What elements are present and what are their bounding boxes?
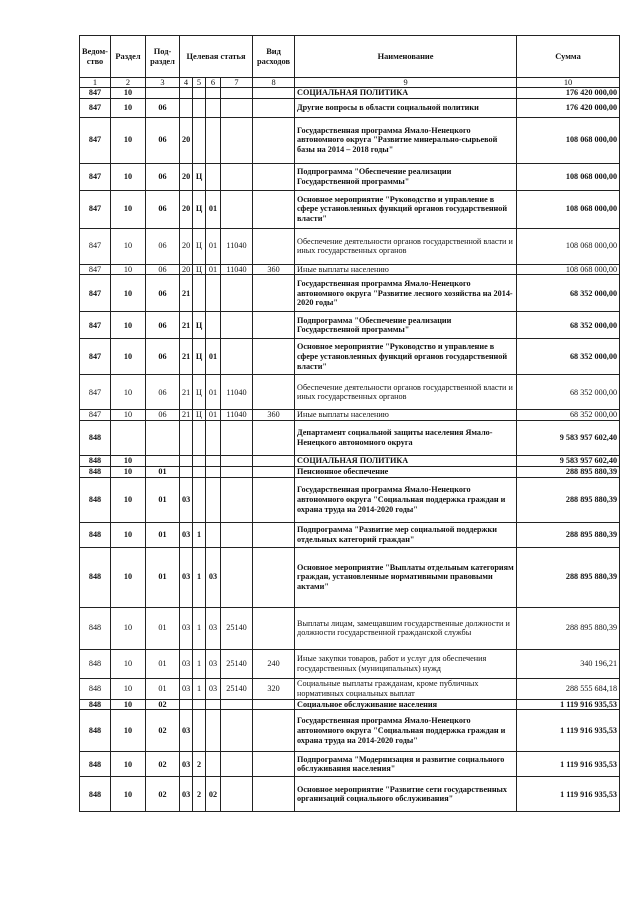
cs-event-cell (206, 421, 221, 456)
cs-sub-cell (193, 710, 206, 752)
cs-code-cell (221, 699, 253, 710)
cs-event-cell (206, 312, 221, 339)
table-row (80, 649, 620, 678)
razdel-cell: 10 (111, 117, 146, 163)
podrazdel-cell: 06 (146, 410, 180, 421)
expense-type-cell (253, 547, 295, 607)
cs-prog-cell: 20 (180, 190, 193, 228)
cs-sub-cell (193, 467, 206, 478)
podrazdel-cell: 06 (146, 264, 180, 275)
cs-sub-cell: Ц (193, 410, 206, 421)
table-row (80, 264, 620, 275)
sum-cell: 108 068 000,00 (517, 264, 620, 275)
cs-code-cell (221, 163, 253, 190)
cs-sub-cell (193, 98, 206, 117)
ved-cell: 848 (80, 421, 111, 456)
table-row (80, 777, 620, 812)
sum-cell: 68 352 000,00 (517, 275, 620, 312)
cs-code-cell: 25140 (221, 649, 253, 678)
expense-type-cell (253, 421, 295, 456)
sum-cell: 68 352 000,00 (517, 312, 620, 339)
cs-code-cell (221, 777, 253, 812)
cs-sub-cell (193, 699, 206, 710)
ved-cell: 848 (80, 456, 111, 467)
expense-type-cell (253, 752, 295, 777)
razdel-cell: 10 (111, 649, 146, 678)
expense-type-cell: 360 (253, 410, 295, 421)
name-cell: Основное мероприятие "Руководство и управление в сфере установленных функций органов государственной власти" (295, 190, 517, 228)
razdel-cell: 10 (111, 88, 146, 99)
cs-code-cell (221, 477, 253, 522)
expense-type-cell (253, 339, 295, 375)
razdel-cell: 10 (111, 163, 146, 190)
ved-cell: 847 (80, 410, 111, 421)
name-cell: Выплаты лицам, замещавшим государственные должности и должности государственной гражданской службы (295, 607, 517, 649)
expense-type-cell (253, 228, 295, 264)
expense-type-cell (253, 699, 295, 710)
cs-sub-cell (193, 275, 206, 312)
table-row (80, 607, 620, 649)
cs-code-cell (221, 339, 253, 375)
cs-prog-cell: 20 (180, 163, 193, 190)
sum-cell: 288 895 880,39 (517, 467, 620, 478)
cs-prog-cell (180, 421, 193, 456)
ved-cell: 848 (80, 678, 111, 699)
cs-prog-cell: 03 (180, 710, 193, 752)
ved-cell: 847 (80, 275, 111, 312)
cs-event-cell: 01 (206, 375, 221, 410)
cs-prog-cell: 21 (180, 339, 193, 375)
header-ved: Ведом-ство (80, 36, 111, 78)
cs-code-cell (221, 710, 253, 752)
table-row (80, 98, 620, 117)
name-cell: Социальное обслуживание населения (295, 699, 517, 710)
cs-sub-cell: Ц (193, 163, 206, 190)
podrazdel-cell: 06 (146, 190, 180, 228)
podrazdel-cell: 06 (146, 275, 180, 312)
cs-prog-cell (180, 456, 193, 467)
razdel-cell: 10 (111, 275, 146, 312)
cs-code-cell: 11040 (221, 375, 253, 410)
table-row (80, 228, 620, 264)
name-cell: Государственная программа Ямало-Ненецкого автономного округа "Социальная поддержка граждан и охрана труда на 2014-2020 годы" (295, 477, 517, 522)
sum-cell: 288 895 880,39 (517, 607, 620, 649)
name-cell: Подпрограмма "Модернизация и развитие социального обслуживания населения" (295, 752, 517, 777)
podrazdel-cell: 02 (146, 777, 180, 812)
cs-event-cell: 01 (206, 339, 221, 375)
table-row (80, 275, 620, 312)
podrazdel-cell (146, 88, 180, 99)
table-row (80, 456, 620, 467)
razdel-cell: 10 (111, 710, 146, 752)
ved-cell: 847 (80, 190, 111, 228)
table-row (80, 699, 620, 710)
cs-event-cell (206, 275, 221, 312)
expense-type-cell (253, 312, 295, 339)
ved-cell: 847 (80, 98, 111, 117)
sum-cell: 108 068 000,00 (517, 190, 620, 228)
cs-code-cell: 25140 (221, 607, 253, 649)
col-number: 2 (111, 78, 146, 88)
name-cell: Иные закупки товаров, работ и услуг для обеспечения государственных (муниципальных) нужд (295, 649, 517, 678)
razdel-cell: 10 (111, 522, 146, 547)
sum-cell: 68 352 000,00 (517, 410, 620, 421)
cs-prog-cell: 21 (180, 275, 193, 312)
cs-code-cell (221, 752, 253, 777)
name-cell: Пенсионное обеспечение (295, 467, 517, 478)
table-row (80, 117, 620, 163)
cs-prog-cell: 03 (180, 777, 193, 812)
razdel-cell: 10 (111, 190, 146, 228)
sum-cell: 1 119 916 935,53 (517, 752, 620, 777)
table-row (80, 163, 620, 190)
sum-cell: 108 068 000,00 (517, 117, 620, 163)
cs-sub-cell: 2 (193, 777, 206, 812)
cs-prog-cell (180, 98, 193, 117)
razdel-cell: 10 (111, 678, 146, 699)
header-name: Наименование (295, 36, 517, 78)
cs-code-cell (221, 456, 253, 467)
cs-code-cell (221, 312, 253, 339)
razdel-cell: 10 (111, 98, 146, 117)
cs-code-cell (221, 547, 253, 607)
ved-cell: 848 (80, 710, 111, 752)
cs-event-cell: 01 (206, 410, 221, 421)
razdel-cell: 10 (111, 264, 146, 275)
razdel-cell: 10 (111, 456, 146, 467)
table-row (80, 410, 620, 421)
cs-prog-cell (180, 88, 193, 99)
name-cell: Основное мероприятие "Выплаты отдельным категориям граждан, установленные нормативными правовыми актами" (295, 547, 517, 607)
cs-prog-cell: 03 (180, 547, 193, 607)
cs-sub-cell (193, 117, 206, 163)
name-cell: Другие вопросы в области социальной политики (295, 98, 517, 117)
name-cell: Подпрограмма "Обеспечение реализации Государственной программы" (295, 312, 517, 339)
podrazdel-cell: 06 (146, 98, 180, 117)
podrazdel-cell: 06 (146, 163, 180, 190)
ved-cell: 847 (80, 228, 111, 264)
razdel-cell: 10 (111, 547, 146, 607)
name-cell: СОЦИАЛЬНАЯ ПОЛИТИКА (295, 456, 517, 467)
cs-event-cell: 02 (206, 777, 221, 812)
razdel-cell (111, 421, 146, 456)
sum-cell: 1 119 916 935,53 (517, 777, 620, 812)
cs-sub-cell: 2 (193, 752, 206, 777)
cs-code-cell (221, 522, 253, 547)
cs-code-cell: 25140 (221, 678, 253, 699)
table-row (80, 678, 620, 699)
cs-event-cell (206, 88, 221, 99)
ved-cell: 847 (80, 339, 111, 375)
cs-sub-cell: Ц (193, 190, 206, 228)
expense-type-cell (253, 190, 295, 228)
name-cell: Основное мероприятие "Развитие сети государственных организаций социального обслуживания" (295, 777, 517, 812)
cs-sub-cell: 1 (193, 678, 206, 699)
col-number: 6 (206, 78, 221, 88)
podrazdel-cell: 02 (146, 699, 180, 710)
cs-sub-cell: Ц (193, 264, 206, 275)
expense-type-cell (253, 607, 295, 649)
expense-type-cell (253, 88, 295, 99)
cs-prog-cell (180, 699, 193, 710)
cs-event-cell (206, 522, 221, 547)
ved-cell: 847 (80, 88, 111, 99)
name-cell: Обеспечение деятельности органов государственной власти и иных государственных органов (295, 375, 517, 410)
cs-event-cell (206, 163, 221, 190)
cs-sub-cell (193, 456, 206, 467)
cs-code-cell (221, 467, 253, 478)
cs-event-cell: 03 (206, 607, 221, 649)
cs-code-cell (221, 275, 253, 312)
podrazdel-cell: 01 (146, 522, 180, 547)
table-row (80, 375, 620, 410)
razdel-cell: 10 (111, 699, 146, 710)
expense-type-cell (253, 456, 295, 467)
podrazdel-cell: 06 (146, 339, 180, 375)
cs-code-cell (221, 88, 253, 99)
ved-cell: 848 (80, 522, 111, 547)
ved-cell: 848 (80, 547, 111, 607)
cs-prog-cell: 03 (180, 649, 193, 678)
sum-cell: 288 895 880,39 (517, 477, 620, 522)
name-cell: Государственная программа Ямало-Ненецкого автономного округа "Развитие лесного хозяйства на 2014-2020 годы" (295, 275, 517, 312)
expense-type-cell (253, 117, 295, 163)
expense-type-cell: 360 (253, 264, 295, 275)
table-row (80, 522, 620, 547)
podrazdel-cell: 01 (146, 467, 180, 478)
ved-cell: 847 (80, 312, 111, 339)
col-number: 4 (180, 78, 193, 88)
razdel-cell: 10 (111, 312, 146, 339)
cs-prog-cell: 20 (180, 117, 193, 163)
budget-table (79, 35, 620, 812)
cs-event-cell: 01 (206, 264, 221, 275)
table-row (80, 467, 620, 478)
sum-cell: 108 068 000,00 (517, 228, 620, 264)
cs-prog-cell: 03 (180, 607, 193, 649)
sum-cell: 1 119 916 935,53 (517, 710, 620, 752)
razdel-cell: 10 (111, 607, 146, 649)
podrazdel-cell: 01 (146, 607, 180, 649)
podrazdel-cell: 02 (146, 752, 180, 777)
ved-cell: 848 (80, 777, 111, 812)
table-row (80, 339, 620, 375)
cs-event-cell: 01 (206, 190, 221, 228)
ved-cell: 847 (80, 117, 111, 163)
cs-sub-cell: Ц (193, 375, 206, 410)
razdel-cell: 10 (111, 375, 146, 410)
cs-event-cell: 01 (206, 228, 221, 264)
cs-prog-cell: 21 (180, 312, 193, 339)
header-sum: Сумма (517, 36, 620, 78)
cs-event-cell (206, 456, 221, 467)
name-cell: Департамент социальной защиты населения Ямало-Ненецкого автономного округа (295, 421, 517, 456)
cs-prog-cell: 03 (180, 477, 193, 522)
cs-sub-cell: Ц (193, 312, 206, 339)
ved-cell: 847 (80, 264, 111, 275)
table-row (80, 312, 620, 339)
podrazdel-cell: 06 (146, 228, 180, 264)
expense-type-cell (253, 710, 295, 752)
table-row (80, 710, 620, 752)
podrazdel-cell: 01 (146, 477, 180, 522)
cs-prog-cell: 03 (180, 522, 193, 547)
podrazdel-cell: 06 (146, 312, 180, 339)
cs-sub-cell: 1 (193, 607, 206, 649)
header-podrazdel: Под-раздел (146, 36, 180, 78)
expense-type-cell (253, 163, 295, 190)
razdel-cell: 10 (111, 228, 146, 264)
razdel-cell: 10 (111, 752, 146, 777)
cs-event-cell (206, 752, 221, 777)
sum-cell: 176 420 000,00 (517, 98, 620, 117)
sum-cell: 176 420 000,00 (517, 88, 620, 99)
cs-code-cell: 11040 (221, 228, 253, 264)
sum-cell: 68 352 000,00 (517, 375, 620, 410)
table-row (80, 547, 620, 607)
cs-code-cell (221, 190, 253, 228)
cs-code-cell: 11040 (221, 410, 253, 421)
name-cell: Государственная программа Ямало-Ненецкого автономного округа "Социальная поддержка граждан и охрана труда на 2014-2020 годы" (295, 710, 517, 752)
cs-code-cell (221, 117, 253, 163)
cs-sub-cell: Ц (193, 339, 206, 375)
name-cell: Государственная программа Ямало-Ненецкого автономного округа "Развитие минерально-сырьевой базы на 2014 – 2018 годы" (295, 117, 517, 163)
col-number: 8 (253, 78, 295, 88)
expense-type-cell (253, 275, 295, 312)
cs-prog-cell: 21 (180, 375, 193, 410)
cs-code-cell (221, 98, 253, 117)
cs-prog-cell: 21 (180, 410, 193, 421)
cs-event-cell (206, 710, 221, 752)
table-row (80, 88, 620, 99)
cs-event-cell: 03 (206, 649, 221, 678)
razdel-cell: 10 (111, 777, 146, 812)
razdel-cell: 10 (111, 410, 146, 421)
col-number: 10 (517, 78, 620, 88)
cs-code-cell: 11040 (221, 264, 253, 275)
col-number: 9 (295, 78, 517, 88)
table-row (80, 477, 620, 522)
podrazdel-cell: 01 (146, 547, 180, 607)
expense-type-cell (253, 522, 295, 547)
cs-event-cell (206, 699, 221, 710)
podrazdel-cell: 02 (146, 710, 180, 752)
podrazdel-cell (146, 421, 180, 456)
sum-cell: 288 895 880,39 (517, 522, 620, 547)
cs-event-cell (206, 477, 221, 522)
podrazdel-cell: 01 (146, 649, 180, 678)
expense-type-cell (253, 98, 295, 117)
ved-cell: 848 (80, 649, 111, 678)
cs-sub-cell: 1 (193, 547, 206, 607)
cs-sub-cell: Ц (193, 228, 206, 264)
ved-cell: 848 (80, 699, 111, 710)
podrazdel-cell (146, 456, 180, 467)
header-expense-type: Вид расходов (253, 36, 295, 78)
ved-cell: 848 (80, 477, 111, 522)
cs-prog-cell: 20 (180, 264, 193, 275)
razdel-cell: 10 (111, 477, 146, 522)
cs-sub-cell (193, 477, 206, 522)
name-cell: Иные выплаты населению (295, 264, 517, 275)
sum-cell: 288 555 684,18 (517, 678, 620, 699)
name-cell: Подпрограмма "Развитие мер социальной поддержки отдельных категорий граждан" (295, 522, 517, 547)
cs-sub-cell: 1 (193, 649, 206, 678)
header-razdel: Раздел (111, 36, 146, 78)
expense-type-cell: 320 (253, 678, 295, 699)
cs-event-cell (206, 98, 221, 117)
cs-sub-cell: 1 (193, 522, 206, 547)
cs-prog-cell: 03 (180, 752, 193, 777)
col-number: 1 (80, 78, 111, 88)
table-row (80, 752, 620, 777)
cs-prog-cell: 20 (180, 228, 193, 264)
expense-type-cell (253, 777, 295, 812)
razdel-cell: 10 (111, 467, 146, 478)
cs-sub-cell (193, 421, 206, 456)
expense-type-cell (253, 467, 295, 478)
podrazdel-cell: 01 (146, 678, 180, 699)
name-cell: Обеспечение деятельности органов государственной власти и иных государственных органов (295, 228, 517, 264)
podrazdel-cell: 06 (146, 375, 180, 410)
name-cell: Социальные выплаты гражданам, кроме публичных нормативных социальных выплат (295, 678, 517, 699)
cs-event-cell: 03 (206, 547, 221, 607)
cs-event-cell: 03 (206, 678, 221, 699)
sum-cell: 1 119 916 935,53 (517, 699, 620, 710)
expense-type-cell (253, 375, 295, 410)
cs-prog-cell (180, 467, 193, 478)
cs-sub-cell (193, 88, 206, 99)
col-number: 7 (221, 78, 253, 88)
ved-cell: 848 (80, 607, 111, 649)
sum-cell: 9 583 957 602,40 (517, 421, 620, 456)
razdel-cell: 10 (111, 339, 146, 375)
podrazdel-cell: 06 (146, 117, 180, 163)
ved-cell: 848 (80, 752, 111, 777)
table-row (80, 421, 620, 456)
ved-cell: 847 (80, 375, 111, 410)
expense-type-cell: 240 (253, 649, 295, 678)
sum-cell: 340 196,21 (517, 649, 620, 678)
name-cell: СОЦИАЛЬНАЯ ПОЛИТИКА (295, 88, 517, 99)
name-cell: Иные выплаты населению (295, 410, 517, 421)
col-number: 5 (193, 78, 206, 88)
name-cell: Подпрограмма "Обеспечение реализации Государственной программы" (295, 163, 517, 190)
sum-cell: 108 068 000,00 (517, 163, 620, 190)
col-number: 3 (146, 78, 180, 88)
table-body (80, 88, 620, 812)
expense-type-cell (253, 477, 295, 522)
ved-cell: 848 (80, 467, 111, 478)
table-row (80, 190, 620, 228)
cs-prog-cell: 03 (180, 678, 193, 699)
sum-cell: 9 583 957 602,40 (517, 456, 620, 467)
sum-cell: 288 895 880,39 (517, 547, 620, 607)
header-target-article: Целевая статья (180, 36, 253, 78)
cs-event-cell (206, 467, 221, 478)
cs-event-cell (206, 117, 221, 163)
cs-code-cell (221, 421, 253, 456)
sum-cell: 68 352 000,00 (517, 339, 620, 375)
ved-cell: 847 (80, 163, 111, 190)
name-cell: Основное мероприятие "Руководство и управление в сфере установленных функций органов государственной власти" (295, 339, 517, 375)
